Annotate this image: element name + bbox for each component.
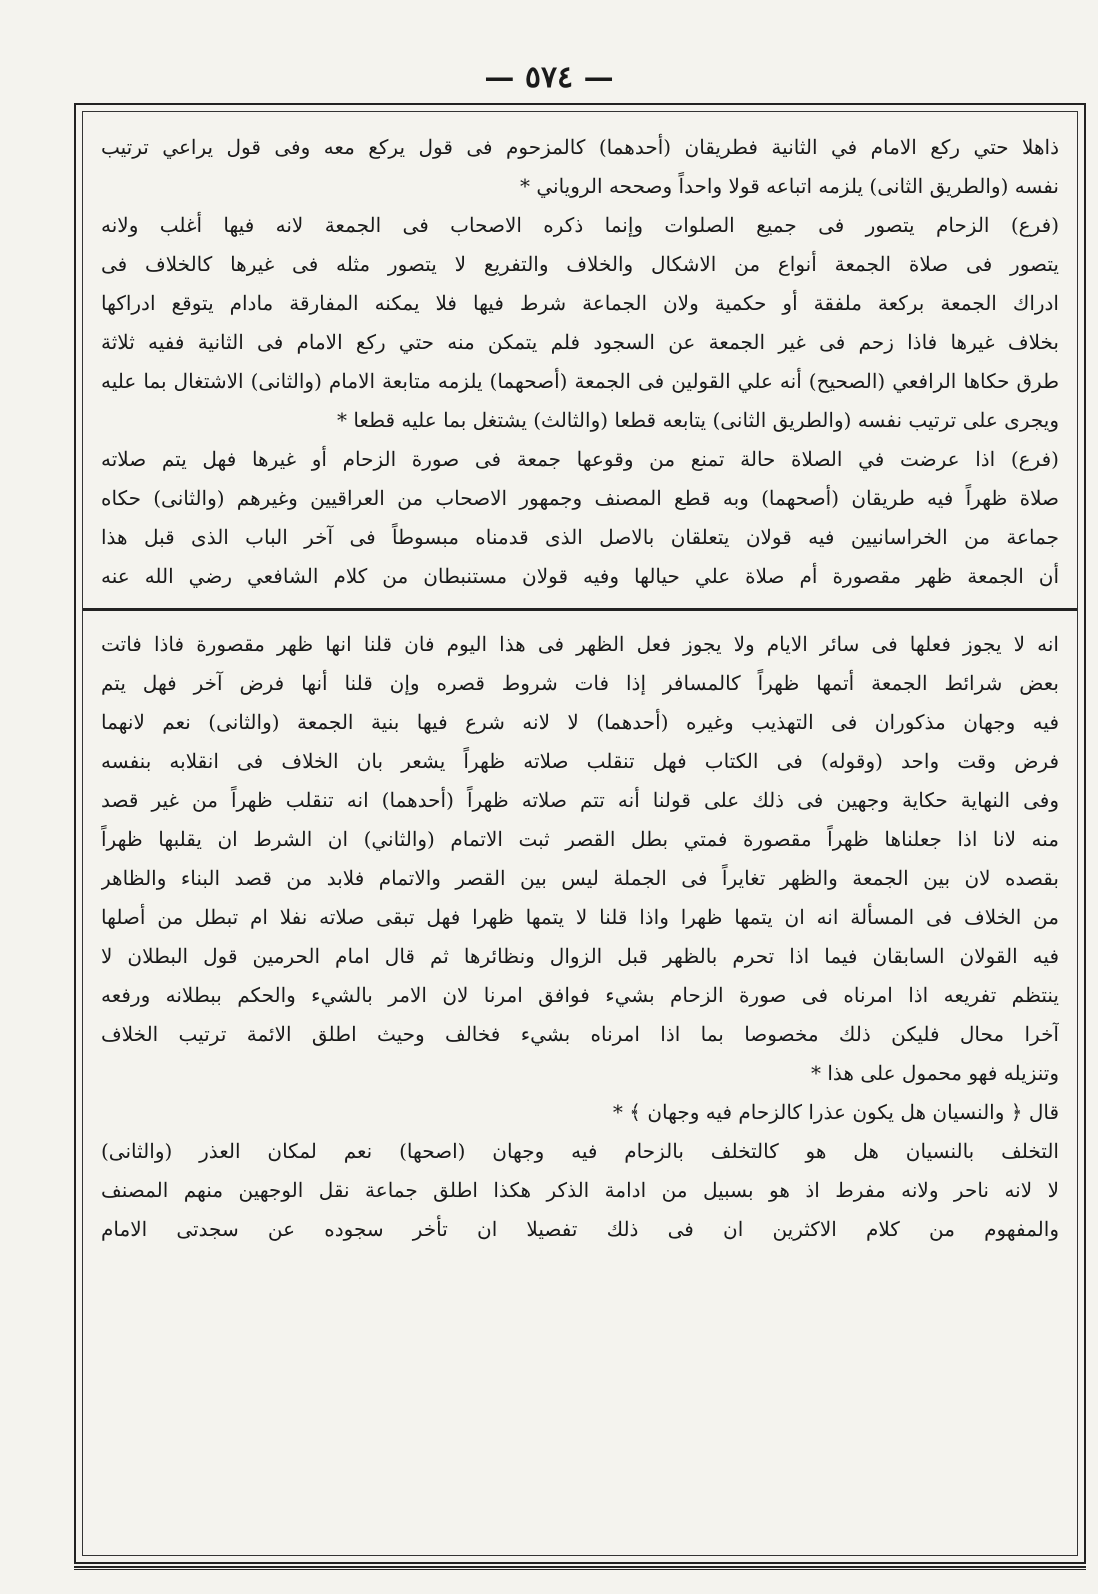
text-line: التخلف بالنسيان هل هو كالتخلف بالزحام فيه وجهان (اصحها) نعم لمكان العذر (والثانى) — [101, 1139, 1059, 1163]
upper-text-block — [101, 128, 1059, 596]
text-line: ذاهلا حتي ركع الامام في الثانية فطريقان (أحدهما) كالمزحوم فى قول يركع معه وفى قول يراعي ترتيب — [101, 135, 1059, 159]
lower-text-block — [101, 625, 1059, 1249]
text-line: قال ﴿ والنسيان هل يكون عذرا كالزحام فيه وجهان ﴾ * — [612, 1100, 1059, 1124]
text-line: من الخلاف فى المسألة انه ان يتمها ظهرا واذا قلنا لا يتمها ظهرا فهل تبقى صلاته نفلا ام تبطل من أصلها — [101, 905, 1059, 929]
text-line: جماعة من الخراسانيين فيه قولان يتعلقان بالاصل الذى قدمناه مبسوطاً فى آخر الباب الذى قبل هذا — [101, 525, 1059, 549]
text-line: نفسه (والطريق الثانى) يلزمه اتباعه قولا واحداً وصححه الروياني * — [519, 174, 1059, 198]
text-line: (فرع) الزحام يتصور فى جميع الصلوات وإنما ذكره الاصحاب فى الجمعة لانه فيها أغلب ولانه — [101, 213, 1059, 237]
text-line: فيه القولان السابقان فيما اذا تحرم بالظهر قبل الزوال ونظائرها ثم قال امام الحرمين قول البطلان لا — [101, 944, 1059, 968]
section-divider — [83, 608, 1077, 611]
text-line: طرق حكاها الرافعي (الصحيح) أنه علي القولين فى الجمعة (أصحهما) يلزمه متابعة الامام (والثانى) الاشتغال بما عليه — [101, 369, 1059, 393]
text-line: ينتظم تفريعه اذا امرناه فى صورة الزحام بشيء فوافق امرنا لان الامر بالشيء والحكم ببطلانه ورفعه — [101, 983, 1059, 1007]
text-line: وتنزيله فهو محمول على هذا * — [811, 1061, 1059, 1085]
text-line: يتصور فى صلاة الجمعة أنواع من الاشكال والخلاف والتفريع لا يتصور مثله فى غيرها كالخلاف فى — [101, 252, 1059, 276]
text-line: ويجرى على ترتيب نفسه (والطريق الثانى) يتابعه قطعا (والثالث) يشتغل بما عليه قطعا * — [336, 408, 1059, 432]
text-line: ادراك الجمعة بركعة ملفقة أو حكمية ولان الجماعة شرط فيها فلا يمكنه المفارقة مادام يتوقع ادراكها — [101, 291, 1059, 315]
text-line: فيه وجهان مذكوران فى التهذيب وغيره (أحدهما) لا لانه شرع فيها بنية الجمعة (والثانى) نعم لانهما — [101, 710, 1059, 734]
text-line: والمفهوم من كلام الاكثرين ان فى ذلك تفصيلا ان تأخر سجوده عن سجدتى الامام — [101, 1217, 1059, 1241]
text-line: آخرا محال فليكن ذلك مخصوصا بما اذا امرناه بشيء فخالف وحيث اطلق الائمة ترتيب الخلاف — [101, 1022, 1059, 1046]
text-line: بخلاف غيرها فاذا زحم فى غير الجمعة عن السجود فلم يتمكن منه حتي ركع الامام فى الثانية ففيه ثلاثة — [101, 330, 1059, 354]
text-line: وفى النهاية حكاية وجهين فى ذلك على قولنا أنه تتم صلاته ظهراً (أحدهما) انه تنقلب ظهراً من غير قصد — [101, 788, 1059, 812]
text-line: بقصده لان بين الجمعة والظهر تغايراً فى الجملة ليس بين القصر والاتمام فلابد من قصد البناء والظاهر — [101, 866, 1059, 890]
text-line: (فرع) اذا عرضت في الصلاة حالة تمنع من وقوعها جمعة فى صورة الزحام أو غيرها فهل يتم صلاته — [101, 447, 1059, 471]
text-line: لا لانه ناحر ولانه مفرط اذ هو بسبيل من ادامة الذكر هكذا اطلق جماعة نقل الوجهين منهم المصنف — [101, 1178, 1059, 1202]
frame-bottom-rule — [74, 1566, 1086, 1570]
text-line: أن الجمعة ظهر مقصورة أم صلاة علي حيالها وفيه قولان مستنبطان من كلام الشافعي رضي الله عنه — [101, 564, 1059, 588]
text-line: صلاة ظهراً فيه طريقان (أصحهما) وبه قطع المصنف وجمهور الاصحاب من العراقيين وغيرهم (والثانى) حكاه — [101, 486, 1059, 510]
page-frame — [74, 103, 1086, 1564]
text-line: بعض شرائط الجمعة أتمها ظهراً كالمسافر إذا فات شروط قصره وإن قلنا أنها فرض آخر فهل يتم — [101, 671, 1059, 695]
page-number: — ٥٧٤ — — [484, 60, 614, 95]
text-line: فرض وقت واحد (وقوله) فى الكتاب فهل تنقلب صلاته ظهراً يشعر بان الخلاف فى انقلابه بنفسه — [101, 749, 1059, 773]
text-line: انه لا يجوز فعلها فى سائر الايام ولا يجوز فعل الظهر فى هذا اليوم فان قلنا انها ظهر مقصورة فاذا فاتت — [101, 632, 1059, 656]
page-content — [82, 111, 1078, 1556]
text-line: منه لانا اذا جعلناها ظهراً مقصورة فمتي بطل القصر ثبت الاتمام (والثاني) ان الشرط ان يقلبها ظهراً — [101, 827, 1059, 851]
